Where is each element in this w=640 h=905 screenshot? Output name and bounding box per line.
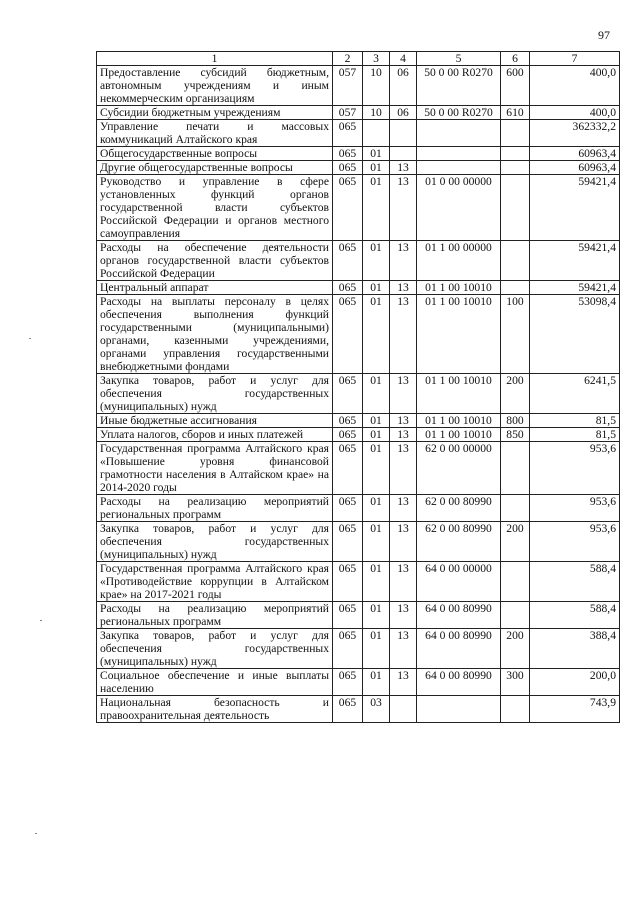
row-amount-cell: 400,0 [530,66,620,106]
row-section-cell: 10 [363,66,390,106]
table-row [97,374,620,414]
row-expense-type-cell: 610 [501,106,530,120]
row-name-cell: Предоставление субсидий бюджетным, автономным учреждениям и иным некоммерческим организациям [97,66,333,106]
table-row [97,281,620,295]
row-expense-type-cell [501,175,530,241]
row-name-cell: Иные бюджетные ассигнования [97,414,333,428]
row-target-article-cell [417,161,501,175]
scan-speck [29,338,31,339]
row-target-article-cell [417,696,501,723]
row-ved-code-cell: 057 [333,106,363,120]
row-expense-type-cell [501,495,530,522]
row-target-article-cell: 01 1 00 10010 [417,414,501,428]
row-name-cell: Государственная программа Алтайского края «Повышение уровня финансовой грамотности населения в Алтайском крае» на 2014-2020 годы [97,442,333,495]
header-cell: 2 [333,52,363,66]
budget-table [96,51,620,723]
row-section-cell: 01 [363,241,390,281]
row-amount-cell: 953,6 [530,522,620,562]
row-subsection-cell: 13 [390,241,417,281]
row-name-cell: Расходы на обеспечение деятельности органов государственной власти субъектов Российской Федерации [97,241,333,281]
row-expense-type-cell [501,241,530,281]
row-name-cell: Закупка товаров, работ и услуг для обеспечения государственных (муниципальных) нужд [97,629,333,669]
row-ved-code-cell: 065 [333,669,363,696]
header-cell: 4 [390,52,417,66]
row-subsection-cell [390,120,417,147]
row-target-article-cell: 62 0 00 80990 [417,522,501,562]
row-ved-code-cell: 065 [333,120,363,147]
row-name-cell: Центральный аппарат [97,281,333,295]
table-row [97,295,620,374]
table-row [97,629,620,669]
row-section-cell: 01 [363,175,390,241]
row-target-article-cell: 62 0 00 00000 [417,442,501,495]
row-amount-cell: 60963,4 [530,147,620,161]
row-subsection-cell: 13 [390,602,417,629]
row-section-cell [363,120,390,147]
row-name-cell: Расходы на выплаты персоналу в целях обеспечения выполнения функций государственными (муниципальными) органами, казенными учреждениями, органами управления государственными внебюджетными фондами [97,295,333,374]
header-cell: 5 [417,52,501,66]
row-name-cell: Расходы на реализацию мероприятий региональных программ [97,495,333,522]
row-amount-cell: 200,0 [530,669,620,696]
row-amount-cell: 59421,4 [530,241,620,281]
row-ved-code-cell: 065 [333,562,363,602]
row-ved-code-cell: 065 [333,374,363,414]
row-ved-code-cell: 065 [333,241,363,281]
row-subsection-cell: 13 [390,374,417,414]
row-section-cell: 01 [363,295,390,374]
row-expense-type-cell: 800 [501,414,530,428]
row-name-cell: Другие общегосударственные вопросы [97,161,333,175]
table-row [97,66,620,106]
row-expense-type-cell [501,696,530,723]
row-name-cell: Национальная безопасность и правоохранительная деятельность [97,696,333,723]
row-subsection-cell: 13 [390,495,417,522]
row-section-cell: 01 [363,442,390,495]
row-ved-code-cell: 065 [333,414,363,428]
header-cell: 1 [97,52,333,66]
row-ved-code-cell: 065 [333,495,363,522]
row-section-cell: 01 [363,147,390,161]
row-section-cell: 03 [363,696,390,723]
row-subsection-cell: 06 [390,106,417,120]
table-row [97,175,620,241]
scan-speck [40,620,42,621]
table-row [97,414,620,428]
row-section-cell: 01 [363,495,390,522]
row-ved-code-cell: 065 [333,629,363,669]
row-target-article-cell: 01 1 00 00000 [417,241,501,281]
row-name-cell: Уплата налогов, сборов и иных платежей [97,428,333,442]
row-ved-code-cell: 065 [333,147,363,161]
row-subsection-cell: 13 [390,414,417,428]
table-body [97,66,620,723]
table-row [97,428,620,442]
row-amount-cell: 588,4 [530,562,620,602]
row-section-cell: 01 [363,281,390,295]
row-expense-type-cell: 200 [501,374,530,414]
row-section-cell: 01 [363,562,390,602]
row-target-article-cell: 01 0 00 00000 [417,175,501,241]
row-ved-code-cell: 065 [333,442,363,495]
table-row [97,241,620,281]
row-expense-type-cell: 300 [501,669,530,696]
row-amount-cell: 53098,4 [530,295,620,374]
row-ved-code-cell: 065 [333,161,363,175]
row-subsection-cell: 13 [390,428,417,442]
row-subsection-cell: 13 [390,161,417,175]
row-name-cell: Руководство и управление в сфере установленных функций органов государственной власти субъектов Российской Федерации и органов местного самоуправления [97,175,333,241]
row-name-cell: Закупка товаров, работ и услуг для обеспечения государственных (муниципальных) нужд [97,522,333,562]
row-target-article-cell: 01 1 00 10010 [417,295,501,374]
table-row [97,602,620,629]
table-row [97,562,620,602]
row-ved-code-cell: 065 [333,696,363,723]
row-target-article-cell [417,147,501,161]
row-target-article-cell: 01 1 00 10010 [417,281,501,295]
row-target-article-cell: 62 0 00 80990 [417,495,501,522]
row-ved-code-cell: 065 [333,281,363,295]
row-expense-type-cell: 100 [501,295,530,374]
row-ved-code-cell: 065 [333,175,363,241]
row-amount-cell: 60963,4 [530,161,620,175]
row-ved-code-cell: 057 [333,66,363,106]
row-section-cell: 01 [363,428,390,442]
row-subsection-cell: 13 [390,295,417,374]
row-subsection-cell [390,696,417,723]
row-expense-type-cell: 850 [501,428,530,442]
row-section-cell: 01 [363,669,390,696]
row-amount-cell: 743,9 [530,696,620,723]
header-cell: 3 [363,52,390,66]
row-ved-code-cell: 065 [333,428,363,442]
row-section-cell: 10 [363,106,390,120]
table-row [97,147,620,161]
row-amount-cell: 588,4 [530,602,620,629]
row-name-cell: Расходы на реализацию мероприятий региональных программ [97,602,333,629]
row-expense-type-cell: 600 [501,66,530,106]
row-amount-cell: 81,5 [530,414,620,428]
row-name-cell: Субсидии бюджетным учреждениям [97,106,333,120]
row-expense-type-cell [501,161,530,175]
row-section-cell: 01 [363,522,390,562]
scan-speck [35,833,37,834]
header-cell: 7 [530,52,620,66]
row-subsection-cell: 06 [390,66,417,106]
row-subsection-cell: 13 [390,175,417,241]
row-subsection-cell: 13 [390,562,417,602]
row-section-cell: 01 [363,374,390,414]
row-subsection-cell: 13 [390,669,417,696]
row-name-cell: Общегосударственные вопросы [97,147,333,161]
table-row [97,106,620,120]
row-amount-cell: 953,6 [530,495,620,522]
row-amount-cell: 953,6 [530,442,620,495]
row-name-cell: Социальное обеспечение и иные выплаты населению [97,669,333,696]
row-expense-type-cell [501,147,530,161]
row-expense-type-cell: 200 [501,522,530,562]
row-name-cell: Управление печати и массовых коммуникаций Алтайского края [97,120,333,147]
row-ved-code-cell: 065 [333,522,363,562]
row-expense-type-cell: 200 [501,629,530,669]
row-target-article-cell [417,120,501,147]
row-expense-type-cell [501,281,530,295]
row-subsection-cell: 13 [390,522,417,562]
table-row [97,442,620,495]
table-row [97,669,620,696]
table-row [97,120,620,147]
table-row [97,696,620,723]
row-section-cell: 01 [363,161,390,175]
row-subsection-cell: 13 [390,442,417,495]
row-subsection-cell: 13 [390,281,417,295]
header-row [97,52,620,66]
row-target-article-cell: 01 1 00 10010 [417,428,501,442]
row-target-article-cell: 01 1 00 10010 [417,374,501,414]
row-amount-cell: 362332,2 [530,120,620,147]
row-amount-cell: 6241,5 [530,374,620,414]
row-ved-code-cell: 065 [333,295,363,374]
row-target-article-cell: 50 0 00 R0270 [417,66,501,106]
table-row [97,161,620,175]
row-expense-type-cell [501,602,530,629]
row-amount-cell: 81,5 [530,428,620,442]
row-target-article-cell: 64 0 00 80990 [417,669,501,696]
row-section-cell: 01 [363,602,390,629]
table-row [97,495,620,522]
row-name-cell: Государственная программа Алтайского края «Противодействие коррупции в Алтайском крае» на 2017-2021 годы [97,562,333,602]
row-expense-type-cell [501,442,530,495]
row-ved-code-cell: 065 [333,602,363,629]
row-amount-cell: 59421,4 [530,175,620,241]
row-subsection-cell [390,147,417,161]
row-amount-cell: 59421,4 [530,281,620,295]
row-amount-cell: 400,0 [530,106,620,120]
header-cell: 6 [501,52,530,66]
row-amount-cell: 388,4 [530,629,620,669]
row-name-cell: Закупка товаров, работ и услуг для обеспечения государственных (муниципальных) нужд [97,374,333,414]
row-expense-type-cell [501,562,530,602]
row-target-article-cell: 50 0 00 R0270 [417,106,501,120]
row-target-article-cell: 64 0 00 80990 [417,602,501,629]
row-section-cell: 01 [363,629,390,669]
row-section-cell: 01 [363,414,390,428]
row-subsection-cell: 13 [390,629,417,669]
page-number: 97 [598,28,610,42]
row-target-article-cell: 64 0 00 80990 [417,629,501,669]
table-row [97,522,620,562]
row-expense-type-cell [501,120,530,147]
row-target-article-cell: 64 0 00 00000 [417,562,501,602]
